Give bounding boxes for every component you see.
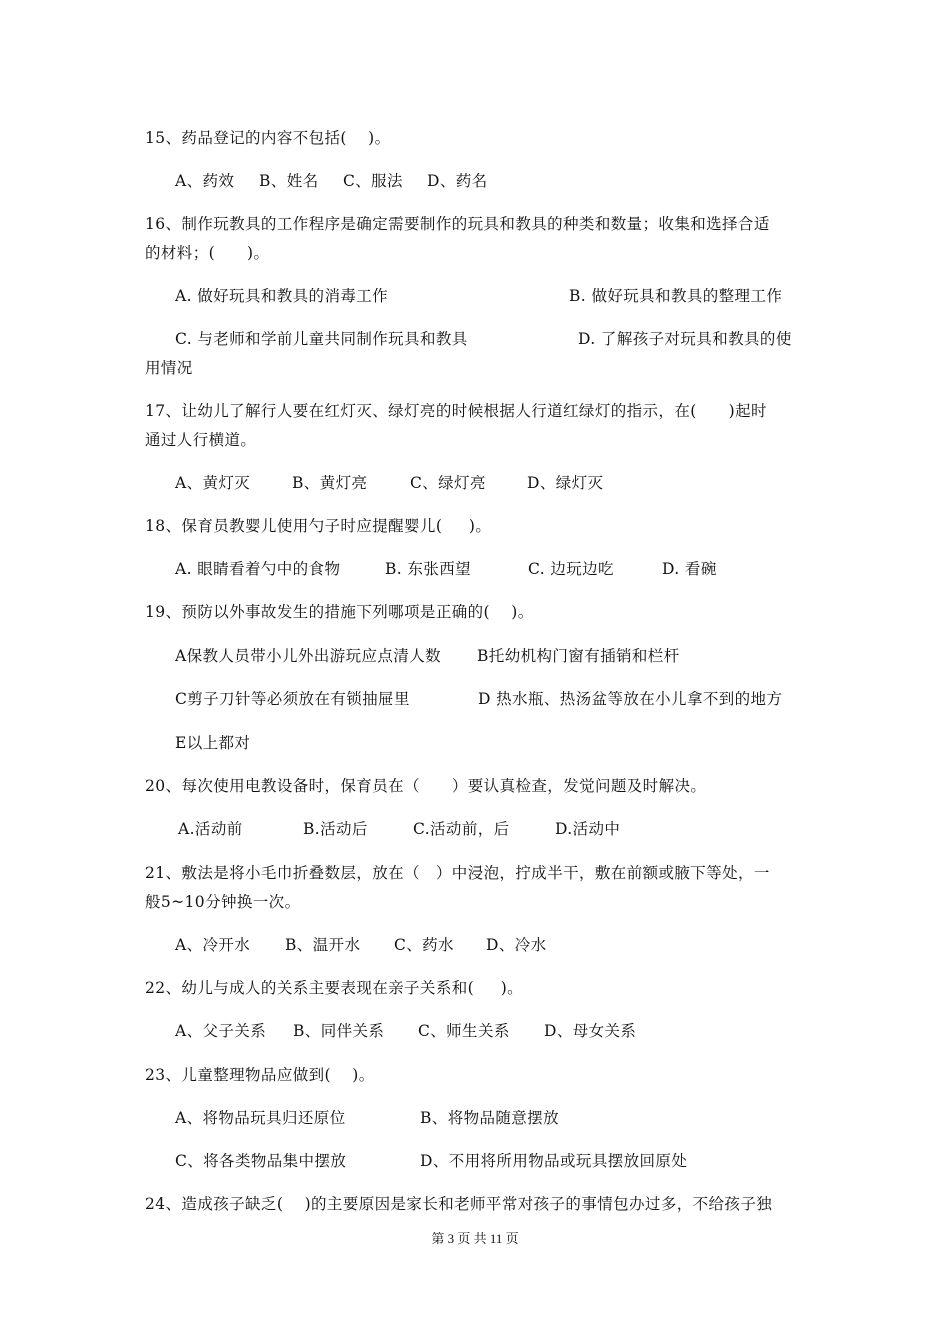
question-22-option-b: B、同伴关系 xyxy=(293,1022,385,1040)
question-20-option-b: B.活动后 xyxy=(303,820,368,838)
question-19-option-e: E以上都对 xyxy=(175,734,251,752)
question-16-option-b: B. 做好玩具和教具的整理工作 xyxy=(569,287,783,305)
question-17-option-c: C、绿灯亮 xyxy=(410,474,486,492)
question-22-option-c: C、师生关系 xyxy=(418,1022,510,1040)
question-23-stem: 23、儿童整理物品应做到( )。 xyxy=(145,1066,375,1084)
question-23-option-a: A、将物品玩具归还原位 xyxy=(175,1109,346,1127)
question-18-option-d: D. 看碗 xyxy=(662,560,717,578)
question-16-option-c: C. 与老师和学前儿童共同制作玩具和教具 xyxy=(175,330,468,348)
question-16-option-d: D. 了解孩子对玩具和教具的使 xyxy=(578,330,792,348)
question-17-stem-line2: 通过人行横道。 xyxy=(145,431,257,449)
question-22-stem: 22、幼儿与成人的关系主要表现在亲子关系和( )。 xyxy=(145,979,524,997)
question-20-stem: 20、每次使用电教设备时，保育员在（ ）要认真检查，发觉问题及时解决。 xyxy=(145,777,707,795)
question-17-option-d: D、绿灯灭 xyxy=(527,474,604,492)
question-21-stem-line2: 般5~10分钟换一次。 xyxy=(145,893,301,911)
question-16-stem-line2: 的材料；( )。 xyxy=(145,244,270,262)
question-16-stem-line1: 16、制作玩教具的工作程序是确定需要制作的玩具和教具的种类和数量；收集和选择合适 xyxy=(145,215,770,233)
question-21-stem-line1: 21、敷法是将小毛巾折叠数层，放在（ ）中浸泡，拧成半干，敷在前额或腋下等处，一 xyxy=(145,864,770,882)
question-23-option-d: D、不用将所用物品或玩具摆放回原处 xyxy=(420,1152,688,1170)
question-19-option-d: D 热水瓶、热汤盆等放在小儿拿不到的地方 xyxy=(478,690,783,708)
question-19-option-b: B托幼机构门窗有插销和栏杆 xyxy=(477,647,680,665)
question-18-option-b: B. 东张西望 xyxy=(385,560,472,578)
question-18-option-a: A. 眼睛看着勺中的食物 xyxy=(175,560,341,578)
question-23-option-c: C、将各类物品集中摆放 xyxy=(175,1152,347,1170)
question-21-option-c: C、药水 xyxy=(394,936,454,954)
question-20-option-c: C.活动前，后 xyxy=(413,820,510,838)
question-21-option-a: A、冷开水 xyxy=(175,936,251,954)
question-21-option-d: D、冷水 xyxy=(486,936,547,954)
question-15-option-b: B、姓名 xyxy=(259,172,319,190)
question-16-option-a: A. 做好玩具和教具的消毒工作 xyxy=(175,287,389,305)
question-22-option-a: A、父子关系 xyxy=(175,1022,267,1040)
question-19-option-a: A保教人员带小儿外出游玩应点清人数 xyxy=(175,647,441,665)
question-15-option-c: C、服法 xyxy=(343,172,403,190)
question-19-stem: 19、预防以外事故发生的措施下列哪项是正确的( )。 xyxy=(145,603,534,621)
question-17-option-a: A、黄灯灭 xyxy=(175,474,251,492)
question-22-option-d: D、母女关系 xyxy=(544,1022,637,1040)
question-17-stem-line1: 17、让幼儿了解行人要在红灯灭、绿灯亮的时候根据人行道红绿灯的指示，在( )起时 xyxy=(145,402,767,420)
question-16-option-d-cont: 用情况 xyxy=(145,359,193,377)
question-23-option-b: B、将物品随意摆放 xyxy=(420,1109,559,1127)
question-15-stem: 15、药品登记的内容不包括( )。 xyxy=(145,129,391,147)
question-15-option-d: D、药名 xyxy=(427,172,488,190)
question-21-option-b: B、温开水 xyxy=(285,936,361,954)
page-number-footer: 第 3 页 共 11 页 xyxy=(431,1231,519,1246)
question-20-option-a: A.活动前 xyxy=(178,820,243,838)
question-18-stem: 18、保育员教婴儿使用勺子时应提醒婴儿( )。 xyxy=(145,517,492,535)
question-17-option-b: B、黄灯亮 xyxy=(292,474,368,492)
question-20-option-d: D.活动中 xyxy=(555,820,621,838)
question-24-stem: 24、造成孩子缺乏( )的主要原因是家长和老师平常对孩子的事情包办过多，不给孩子独 xyxy=(145,1195,773,1213)
question-18-option-c: C. 边玩边吃 xyxy=(528,560,614,578)
question-15-option-a: A、药效 xyxy=(175,172,235,190)
question-19-option-c: C剪子刀针等必须放在有锁抽屉里 xyxy=(175,690,410,708)
